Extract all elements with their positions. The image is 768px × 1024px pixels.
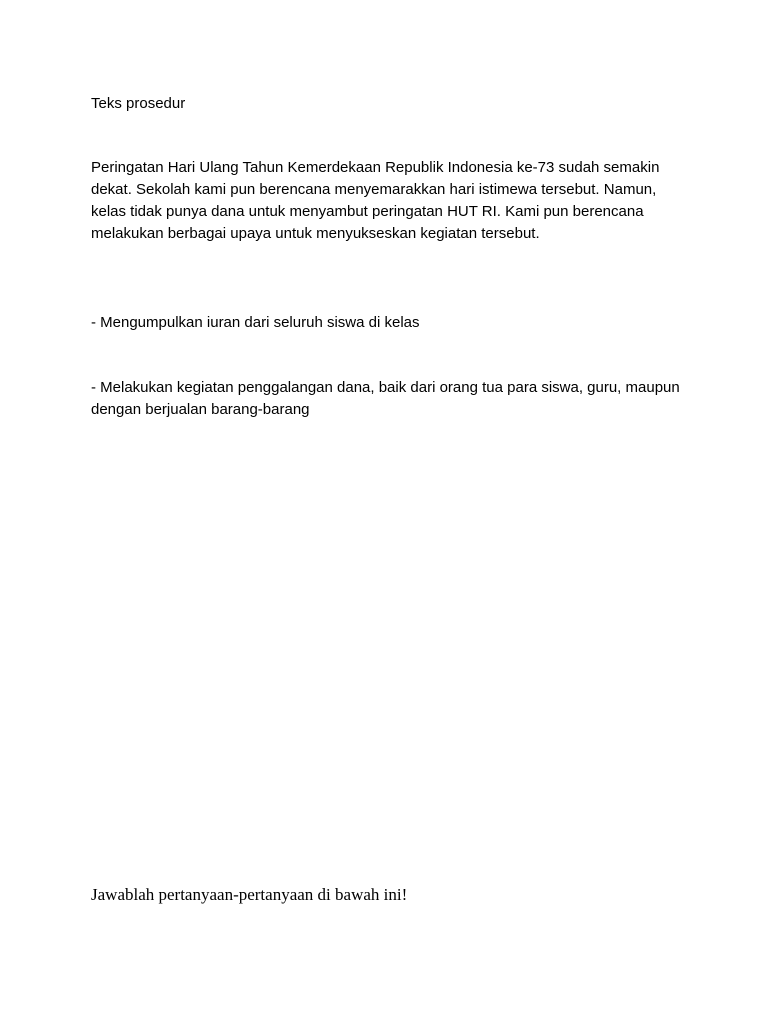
step-item-1: - Mengumpulkan iuran dari seluruh siswa di kelas [91, 314, 420, 331]
document-title: Teks prosedur [91, 95, 186, 112]
step-item-2: - Melakukan kegiatan penggalangan dana, baik dari orang tua para siswa, guru, maupun dengan berjualan barang-barang [91, 379, 680, 418]
intro-paragraph: Peringatan Hari Ulang Tahun Kemerdekaan Republik Indonesia ke-73 sudah semakin dekat. Sekolah kami pun berencana menyemarakkan hari istimewa tersebut. Namun, kelas tidak punya dana untuk menyambut peringatan HUT RI. Kami pun berencana melakukan berbagai upaya untuk menyukseskan kegiatan tersebut. [91, 159, 660, 242]
question-prompt: Jawablah pertanyaan-pertanyaan di bawah ini! [91, 885, 408, 904]
